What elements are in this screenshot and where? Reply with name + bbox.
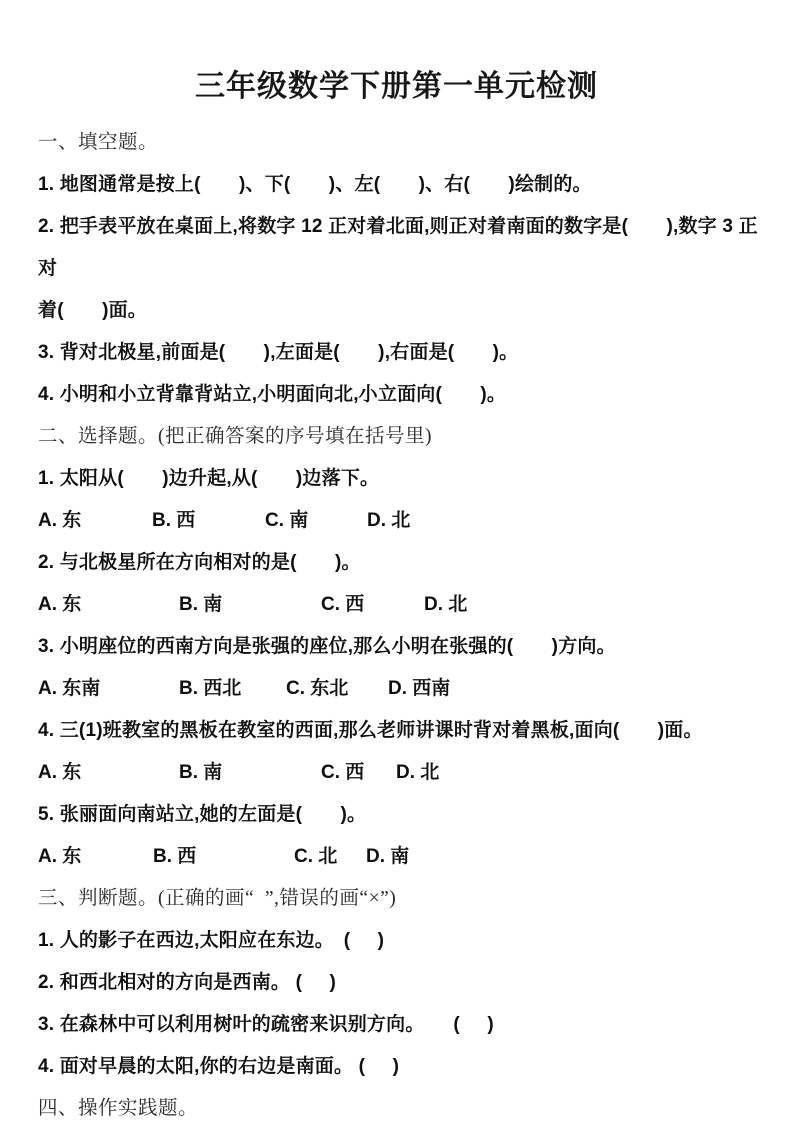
fill-blank-q1: 1. 地图通常是按上( )、下( )、左( )、右( )绘制的。 bbox=[38, 174, 592, 195]
section-4-heading: 四、操作实践题。 bbox=[38, 1098, 199, 1119]
judge-q2: 2. 和西北相对的方向是西南。 ( ) bbox=[38, 972, 337, 993]
choice-q2-option-c: C. 西 bbox=[321, 594, 365, 615]
fill-blank-q2-line2: 着( )面。 bbox=[38, 300, 148, 321]
choice-q3-options bbox=[38, 668, 769, 710]
choice-q3-option-c: C. 东北 bbox=[286, 678, 349, 699]
choice-q2-option-d: D. 北 bbox=[424, 594, 468, 615]
choice-q1-option-d: D. 北 bbox=[367, 510, 411, 531]
fill-blank-q4: 4. 小明和小立背靠背站立,小明面向北,小立面向( )。 bbox=[38, 384, 507, 405]
judge-q3: 3. 在森林中可以利用树叶的疏密来识别方向。 ( ) bbox=[38, 1014, 494, 1035]
choice-q4-options bbox=[38, 752, 769, 794]
section-2-heading: 二、选择题。(把正确答案的序号填在括号里) bbox=[38, 426, 432, 447]
choice-q5-option-a: A. 东 bbox=[38, 846, 82, 867]
choice-q3-option-d: D. 西南 bbox=[388, 678, 451, 699]
choice-q5-options bbox=[38, 836, 769, 878]
choice-q2-options bbox=[38, 584, 769, 626]
choice-q5-text: 5. 张丽面向南站立,她的左面是( )。 bbox=[38, 804, 367, 825]
section-1-heading: 一、填空题。 bbox=[38, 132, 159, 153]
section-3-heading: 三、判断题。(正确的画“ ”,错误的画“×”) bbox=[38, 888, 397, 909]
choice-q1-options bbox=[38, 500, 769, 542]
choice-q4-option-b: B. 南 bbox=[179, 762, 223, 783]
choice-q1-text: 1. 太阳从( )边升起,从( )边落下。 bbox=[38, 468, 380, 489]
page-title: 三年级数学下册第一单元检测 bbox=[195, 70, 598, 103]
choice-q2-option-b: B. 南 bbox=[179, 594, 223, 615]
choice-q2-option-a: A. 东 bbox=[38, 594, 82, 615]
choice-q3-option-b: B. 西北 bbox=[179, 678, 242, 699]
choice-q2-text: 2. 与北极星所在方向相对的是( )。 bbox=[38, 552, 361, 573]
fill-blank-q3: 3. 背对北极星,前面是( ),左面是( ),右面是( )。 bbox=[38, 342, 519, 363]
paper-body bbox=[38, 122, 769, 1130]
choice-q4-option-d: D. 北 bbox=[396, 762, 440, 783]
choice-q3-text: 3. 小明座位的西南方向是张强的座位,那么小明在张强的( )方向。 bbox=[38, 636, 616, 657]
choice-q1-option-c: C. 南 bbox=[265, 510, 309, 531]
judge-q1: 1. 人的影子在西边,太阳应在东边。 ( ) bbox=[38, 930, 385, 951]
choice-q4-option-a: A. 东 bbox=[38, 762, 82, 783]
choice-q5-option-d: D. 南 bbox=[366, 846, 410, 867]
choice-q3-option-a: A. 东南 bbox=[38, 678, 101, 699]
fill-blank-q2-line1: 2. 把手表平放在桌面上,将数字 12 正对着北面,则正对着南面的数字是( ),数字 3 正对 bbox=[38, 216, 758, 279]
choice-q4-text: 4. 三(1)班教室的黑板在教室的西面,那么老师讲课时背对着黑板,面向( )面。 bbox=[38, 720, 703, 741]
choice-q1-option-a: A. 东 bbox=[38, 510, 82, 531]
choice-q5-option-c: C. 北 bbox=[294, 846, 338, 867]
choice-q1-option-b: B. 西 bbox=[152, 510, 196, 531]
choice-q4-option-c: C. 西 bbox=[321, 762, 365, 783]
choice-q5-option-b: B. 西 bbox=[153, 846, 197, 867]
judge-q4: 4. 面对早晨的太阳,你的右边是南面。 ( ) bbox=[38, 1056, 400, 1077]
